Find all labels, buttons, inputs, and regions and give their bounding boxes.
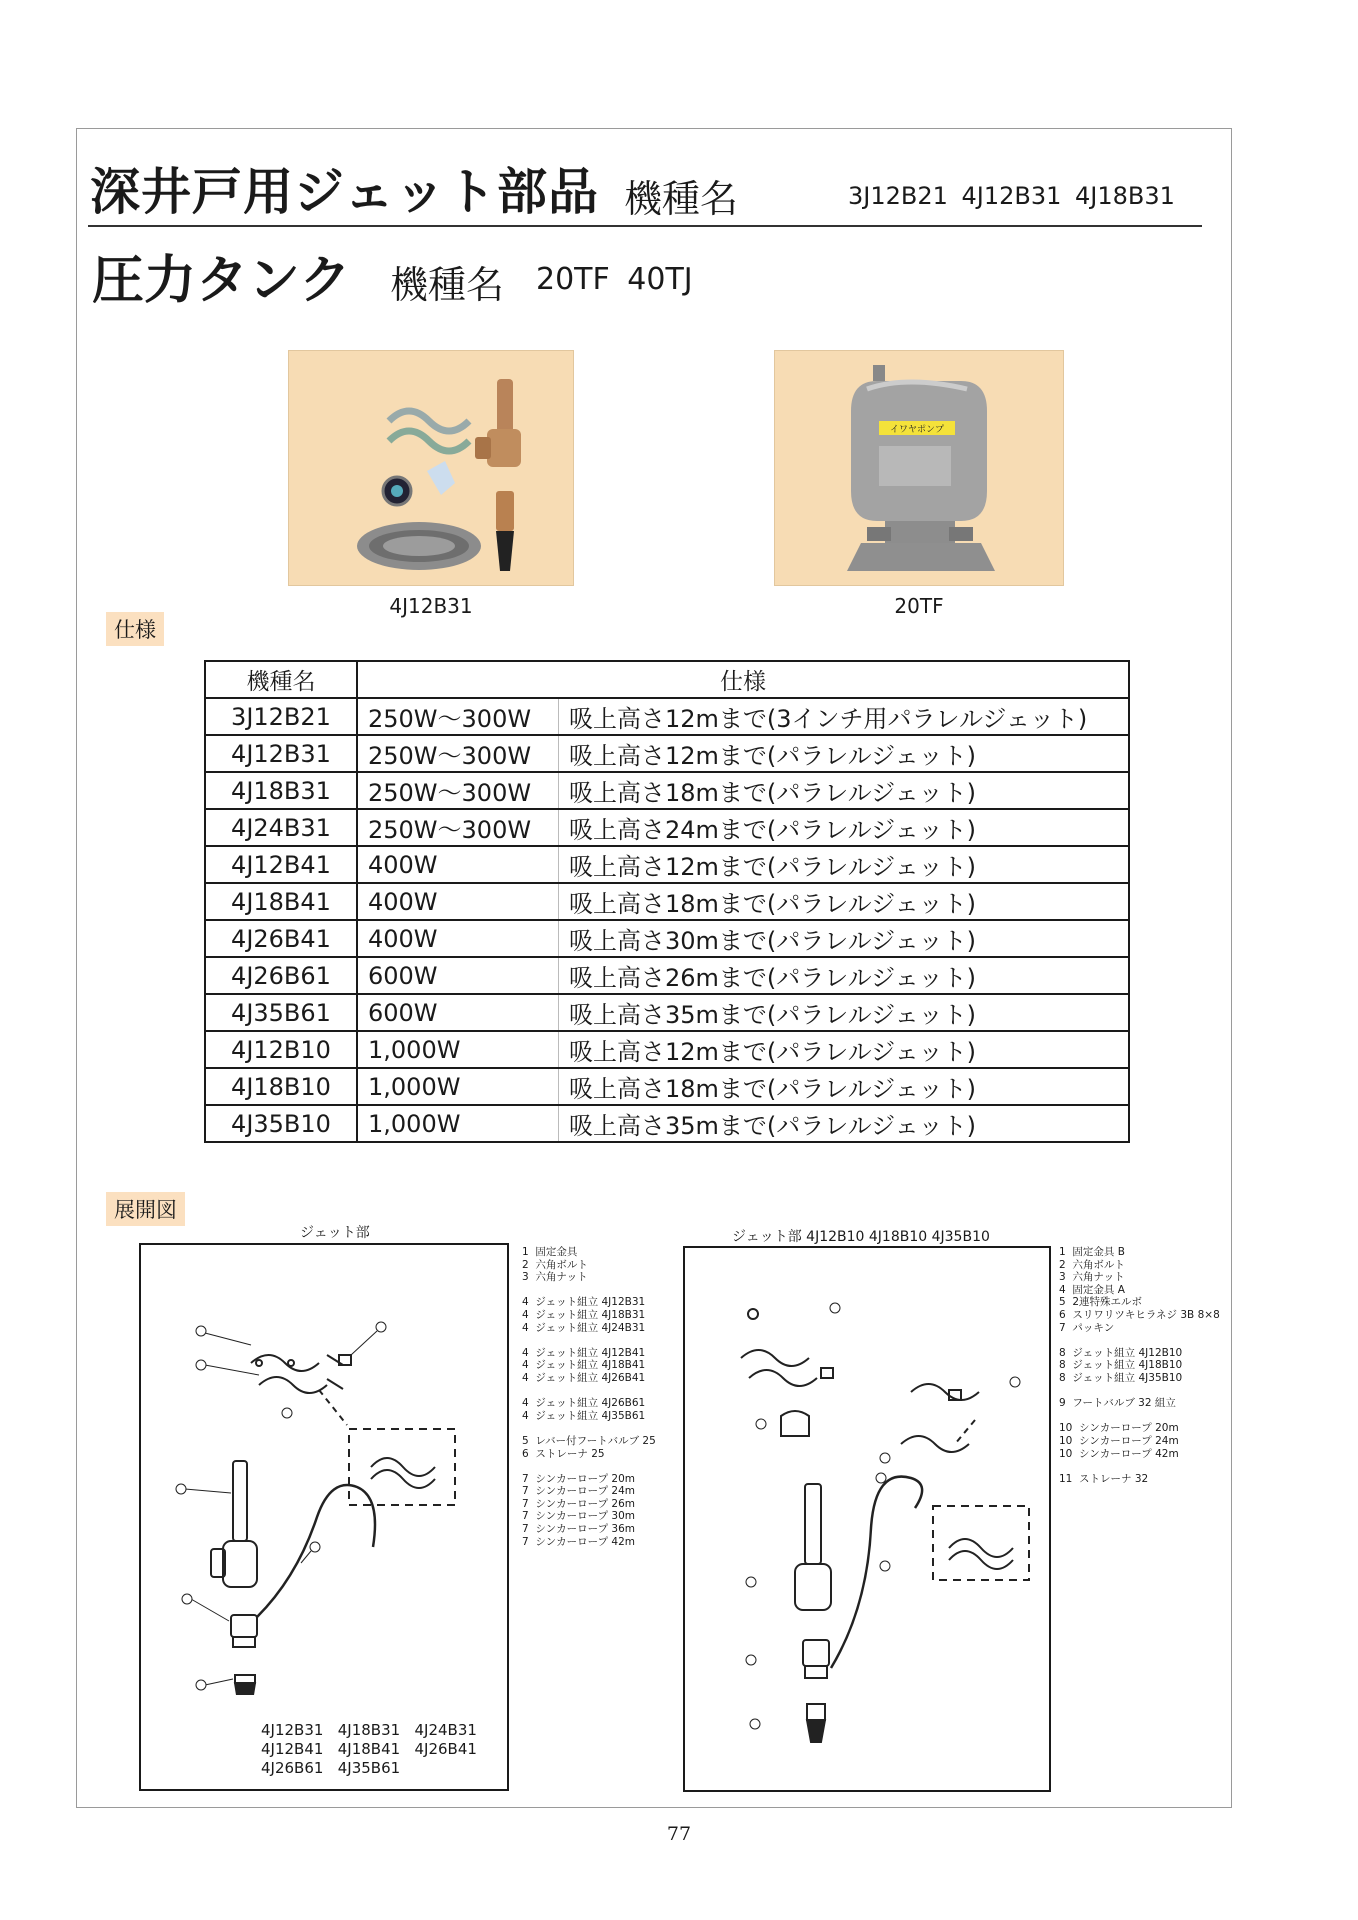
spec-model-cell: 4J35B10 [205, 1105, 357, 1142]
jet-parts-illustration [289, 351, 573, 585]
spec-wattage-cell: 400W [357, 920, 559, 957]
spec-table [204, 660, 1130, 1143]
sub-title: 圧力タンク [92, 251, 351, 311]
spec-wattage-cell: 1,000W [357, 1068, 559, 1105]
spec-model-cell: 4J24B31 [205, 809, 357, 846]
spec-model-cell: 4J12B10 [205, 1031, 357, 1068]
main-title-model-label: 機種名 [624, 177, 739, 221]
spec-model-cell: 4J18B31 [205, 772, 357, 809]
spec-model-cell: 3J12B21 [205, 698, 357, 735]
spec-description-cell: 吸上高さ18mまで(パラレルジェット) [559, 772, 1130, 809]
pressure-tank-illustration [775, 351, 1063, 585]
spec-description-cell: 吸上高さ18mまで(パラレルジェット) [559, 883, 1130, 920]
spec-wattage-cell: 400W [357, 846, 559, 883]
page-number: 77 [666, 1823, 692, 1845]
left-diagram-box [139, 1243, 509, 1791]
spec-wattage-cell: 250W～300W [357, 809, 559, 846]
spec-model-cell: 4J26B41 [205, 920, 357, 957]
spec-wattage-cell: 1,000W [357, 1105, 559, 1142]
title-divider [88, 225, 1202, 227]
spec-section-label: 仕様 [106, 612, 164, 646]
spec-wattage-cell: 600W [357, 957, 559, 994]
main-title: 深井戸用ジェット部品 [90, 163, 599, 221]
spec-table-row [205, 1031, 1129, 1068]
spec-description-cell: 吸上高さ12mまで(3インチ用パラレルジェット) [559, 698, 1130, 735]
spec-model-cell: 4J18B41 [205, 883, 357, 920]
spec-model-cell: 4J26B61 [205, 957, 357, 994]
right-exploded-view [685, 1248, 1049, 1788]
spec-wattage-cell: 250W～300W [357, 735, 559, 772]
spec-table-body [205, 698, 1129, 1142]
sub-title-model-label: 機種名 [390, 263, 505, 307]
spec-model-cell: 4J18B10 [205, 1068, 357, 1105]
pressure-tank-caption: 20TF [894, 594, 944, 618]
tank-brand-label: イワヤポンプ [889, 425, 945, 435]
spec-table-row [205, 846, 1129, 883]
spec-table-row [205, 735, 1129, 772]
spec-wattage-cell: 600W [357, 994, 559, 1031]
spec-description-cell: 吸上高さ30mまで(パラレルジェット) [559, 920, 1130, 957]
right-parts-list: 1 固定金具 B 2 六角ボルト 3 六角ナット 4 固定金具 A 5 2連特殊エルボ 6 スリワリツキヒラネジ 3B 8×8 7 パッキン 8 ジェット組立 4J12B10 8 ジェット組立 4J18B10 8 ジェット組立 4J35B10 9 フートバルブ 32 組立 10 シンカーロープ 20m 10 シンカーロープ 24m 10 シンカーロープ 42m 11 ストレーナ 32 [1059, 1246, 1220, 1485]
spec-table-row [205, 809, 1129, 846]
left-diagram-title: ジェット部 [300, 1225, 370, 1241]
right-diagram-box [683, 1246, 1051, 1792]
sub-title-models: 20TF 40TJ [536, 262, 693, 297]
spec-wattage-cell: 250W～300W [357, 698, 559, 735]
spec-model-cell: 4J12B31 [205, 735, 357, 772]
spec-table-row [205, 698, 1129, 735]
spec-description-cell: 吸上高さ18mまで(パラレルジェット) [559, 1068, 1130, 1105]
right-diagram-title: ジェット部 4J12B10 4J18B10 4J35B10 [732, 1229, 990, 1245]
spec-description-cell: 吸上高さ12mまで(パラレルジェット) [559, 1031, 1130, 1068]
spec-table-row [205, 883, 1129, 920]
spec-wattage-cell: 400W [357, 883, 559, 920]
spec-table-row [205, 1068, 1129, 1105]
left-exploded-view [141, 1245, 507, 1695]
jet-parts-caption: 4J12B31 [389, 594, 473, 618]
spec-model-cell: 4J35B61 [205, 994, 357, 1031]
spec-table-row [205, 772, 1129, 809]
spec-description-cell: 吸上高さ24mまで(パラレルジェット) [559, 809, 1130, 846]
main-title-models: 3J12B21 4J12B31 4J18B31 [848, 182, 1175, 210]
spec-model-cell: 4J12B41 [205, 846, 357, 883]
spec-col-spec-header: 仕様 [357, 661, 1129, 698]
spec-description-cell: 吸上高さ26mまで(パラレルジェット) [559, 957, 1130, 994]
pressure-tank-photo [774, 350, 1064, 586]
spec-col-model-header: 機種名 [205, 661, 357, 698]
spec-table-row [205, 994, 1129, 1031]
spec-table-row [205, 920, 1129, 957]
spec-wattage-cell: 250W～300W [357, 772, 559, 809]
spec-description-cell: 吸上高さ12mまで(パラレルジェット) [559, 735, 1130, 772]
spec-table-header-row [205, 661, 1129, 698]
spec-description-cell: 吸上高さ12mまで(パラレルジェット) [559, 846, 1130, 883]
spec-description-cell: 吸上高さ35mまで(パラレルジェット) [559, 994, 1130, 1031]
spec-table-row [205, 1105, 1129, 1142]
spec-wattage-cell: 1,000W [357, 1031, 559, 1068]
left-parts-list: 1 固定金具 2 六角ボルト 3 六角ナット 4 ジェット組立 4J12B31 4 ジェット組立 4J18B31 4 ジェット組立 4J24B31 4 ジェット組立 4J12B41 4 ジェット組立 4J18B41 4 ジェット組立 4J26B41 4 ジェット組立 4J26B61 4 ジェット組立 4J35B61 5 レバー付フートバルブ 25 6 ストレーナ 25 7 シンカーロープ 20m 7 シンカーロープ 24m 7 シンカーロープ 26m 7 シンカーロープ 30m 7 シンカーロープ 36m 7 シンカーロープ 42m [522, 1246, 656, 1548]
left-diagram-models: 4J12B31 4J18B31 4J24B31 4J12B41 4J18B41 4J26B41 4J26B61 4J35B61 [261, 1721, 477, 1777]
spec-table-row [205, 957, 1129, 994]
jet-parts-photo [288, 350, 574, 586]
spec-description-cell: 吸上高さ35mまで(パラレルジェット) [559, 1105, 1130, 1142]
diagram-section-label: 展開図 [106, 1192, 185, 1226]
